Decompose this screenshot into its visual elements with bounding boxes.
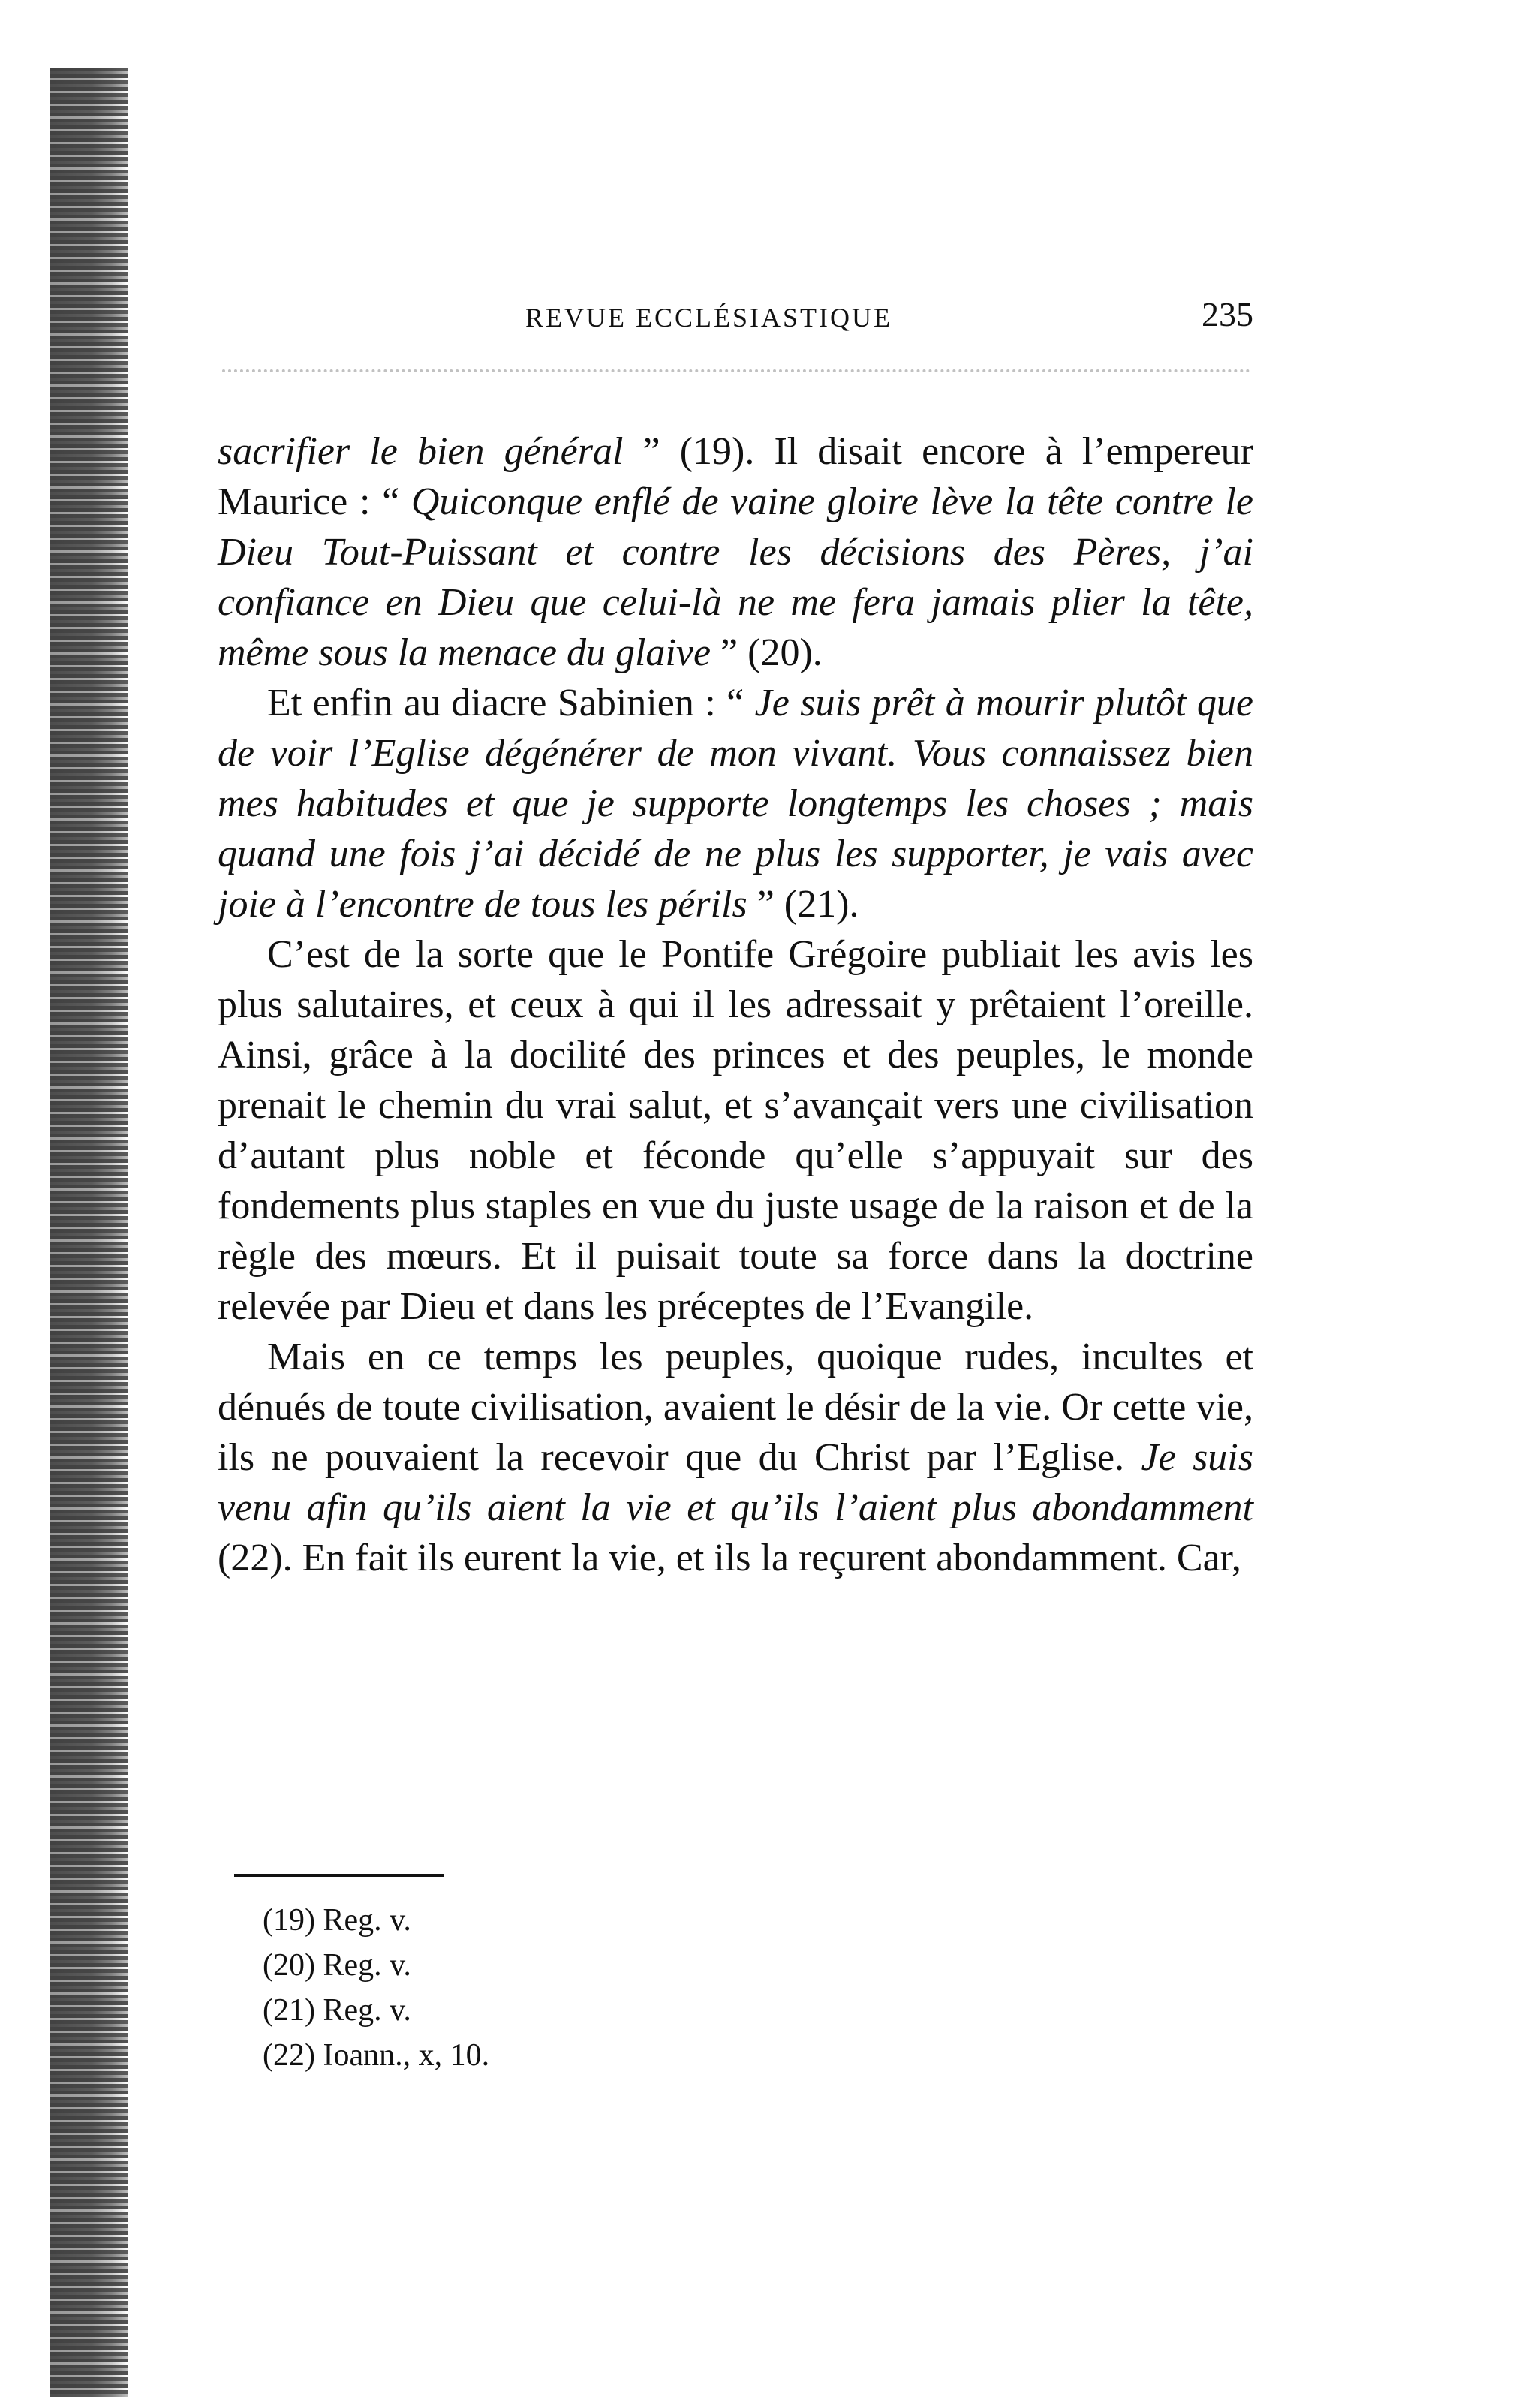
body-text [218, 426, 1253, 1583]
running-head [218, 294, 1253, 339]
footnote-rule [234, 1874, 444, 1877]
running-title: REVUE ECCLÉSIASTIQUE [525, 303, 892, 333]
page-number: 235 [1202, 295, 1253, 333]
text-run: Mais en ce temps les peuples, quoique rudes, incultes et dénués de toute civilisation, avaient le désir de la vie. Or cette vie, ils ne pouvaient la recevoir que du Christ par l’Eglise. [218, 1336, 1253, 1479]
text-run: ” (21). [747, 883, 859, 926]
paragraph-peuples [218, 1332, 1253, 1583]
text-run: (22). En fait ils eurent la vie, et ils la reçurent abondamment. Car, [218, 1537, 1241, 1579]
footnote-21 [263, 1988, 489, 2033]
footnote-number: (22) [263, 2038, 315, 2073]
scanned-binding-edge [50, 68, 128, 2397]
text-run: C’est de la sorte que le Pontife Grégoire publiait les avis les plus salutaires, et ceux à qui il les adressait y prêtaient l’oreille. Ainsi, grâce à la docilité des princes et des peuples, le monde prenait le chemin du vrai salut, et s’avançait vers une civilisation d’autant plus noble et féconde qu’elle s’appuyait sur des fondements plus staples en vue du juste usage de la raison et de la règle des mœurs. Et il puisait toute sa force dans la doctrine relevée par Dieu et dans les préceptes de l’Evangile. [218, 933, 1253, 1328]
footnote-number: (19) [263, 1903, 315, 1938]
text-run: Je suis venu afin qu’ils aient la vie et qu’ils l’aient plus abondamment [218, 1436, 1253, 1529]
paragraph-continuation [218, 426, 1253, 678]
text-run: sacrifier le bien général [218, 430, 624, 473]
footnote-text: Reg. v. [323, 1993, 411, 2028]
footnote-22 [263, 2033, 489, 2078]
text-run: ” (19). Il disait encore à l’empereur Maurice : “ [218, 430, 1253, 523]
text-run: Et enfin au diacre Sabinien : “ [267, 682, 755, 724]
footnote-text: Ioann., x, 10. [323, 2038, 490, 2073]
footnote-19 [263, 1898, 489, 1943]
paragraph-sabinien [218, 678, 1253, 929]
footnote-number: (21) [263, 1993, 315, 2028]
header-rule [222, 369, 1250, 372]
footnote-text: Reg. v. [323, 1948, 411, 1983]
footnote-text: Reg. v. [323, 1903, 411, 1938]
footnotes [263, 1898, 489, 2078]
footnote-number: (20) [263, 1948, 315, 1983]
text-run: Je suis prêt à mourir plutôt que de voir l’Eglise dégénérer de mon vivant. Vous connaissez bien mes habitudes et que je supporte longtemps les choses ; mais quand une fois j’ai décidé de ne plus les supporter, je vais avec joie à l’encontre de tous les périls [218, 682, 1253, 926]
footnote-20 [263, 1943, 489, 1988]
paragraph-gregoire [218, 929, 1253, 1332]
text-run: Quiconque enflé de vaine gloire lève la tête contre le Dieu Tout-Puissant et contre les décisions des Pères, j’ai confiance en Dieu que celui-là ne me fera jamais plier la tête, même sous la menace du glaive [218, 480, 1253, 674]
text-run: ” (20). [711, 631, 823, 674]
